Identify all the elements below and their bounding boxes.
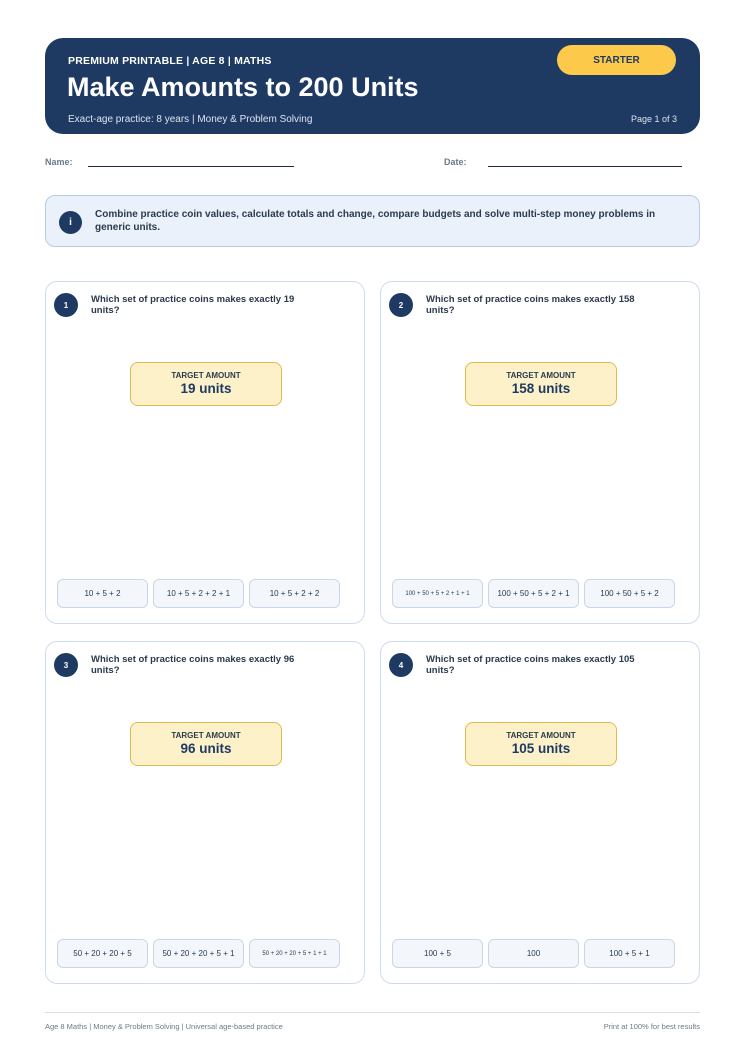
- header-kicker: PREMIUM PRINTABLE | AGE 8 | MATHS: [68, 55, 272, 67]
- target-label: TARGET AMOUNT: [171, 731, 241, 740]
- target-label: TARGET AMOUNT: [506, 371, 576, 380]
- question-card-3: [45, 641, 365, 984]
- date-label: Date:: [444, 157, 467, 167]
- instructions-box: [45, 195, 700, 247]
- answer-option-a[interactable]: 100 + 50 + 5 + 2 + 1 + 1: [392, 579, 483, 608]
- answer-option-c[interactable]: 50 + 20 + 20 + 5 + 1 + 1: [249, 939, 340, 968]
- question-number: 1: [54, 293, 78, 317]
- page-title: Make Amounts to 200 Units: [67, 72, 419, 102]
- info-icon: i: [59, 211, 82, 234]
- footer-right: Print at 100% for best results: [603, 1022, 700, 1031]
- target-value: 96 units: [180, 741, 232, 756]
- level-badge: STARTER: [557, 45, 676, 75]
- target-value: 158 units: [511, 381, 571, 396]
- question-number: 4: [389, 653, 413, 677]
- target-amount-box: [465, 362, 617, 406]
- target-label: TARGET AMOUNT: [171, 371, 241, 380]
- name-line[interactable]: [88, 166, 294, 167]
- target-label: TARGET AMOUNT: [506, 731, 576, 740]
- question-text: Which set of practice coins makes exactly 105 units?: [426, 654, 635, 676]
- answer-options: [57, 939, 340, 968]
- answer-option-c[interactable]: 10 + 5 + 2 + 2: [249, 579, 340, 608]
- question-number: 3: [54, 653, 78, 677]
- date-line[interactable]: [488, 166, 682, 167]
- footer-left: Age 8 Maths | Money & Problem Solving | Universal age-based practice: [45, 1022, 283, 1031]
- target-amount-box: [465, 722, 617, 766]
- footer-divider: [45, 1012, 700, 1013]
- target-amount-box: [130, 362, 282, 406]
- answer-options: [392, 579, 675, 608]
- question-text: Which set of practice coins makes exactly 158 units?: [426, 294, 635, 316]
- answer-option-a[interactable]: 100 + 5: [392, 939, 483, 968]
- question-text: Which set of practice coins makes exactly 96 units?: [91, 654, 295, 676]
- answer-options: [392, 939, 675, 968]
- answer-option-b[interactable]: 10 + 5 + 2 + 2 + 1: [153, 579, 244, 608]
- answer-option-a[interactable]: 10 + 5 + 2: [57, 579, 148, 608]
- answer-option-a[interactable]: 50 + 20 + 20 + 5: [57, 939, 148, 968]
- answer-options: [57, 579, 340, 608]
- answer-option-b[interactable]: 100: [488, 939, 579, 968]
- answer-option-c[interactable]: 100 + 5 + 1: [584, 939, 675, 968]
- header-subtitle: Exact-age practice: 8 years | Money & Problem Solving: [68, 114, 313, 125]
- target-amount-box: [130, 722, 282, 766]
- question-number: 2: [389, 293, 413, 317]
- answer-option-b[interactable]: 50 + 20 + 20 + 5 + 1: [153, 939, 244, 968]
- answer-option-b[interactable]: 100 + 50 + 5 + 2 + 1: [488, 579, 579, 608]
- target-value: 105 units: [511, 741, 571, 756]
- instructions-text: Combine practice coin values, calculate totals and change, compare budgets and solve multi-step money problems in generic units.: [95, 209, 656, 233]
- name-label: Name:: [45, 157, 73, 167]
- target-value: 19 units: [180, 381, 232, 396]
- worksheet-header: [45, 38, 700, 134]
- question-text: Which set of practice coins makes exactly 19 units?: [91, 294, 295, 316]
- question-card-2: [380, 281, 700, 624]
- page-indicator: Page 1 of 3: [630, 114, 677, 124]
- answer-option-c[interactable]: 100 + 50 + 5 + 2: [584, 579, 675, 608]
- question-card-1: [45, 281, 365, 624]
- question-card-4: [380, 641, 700, 984]
